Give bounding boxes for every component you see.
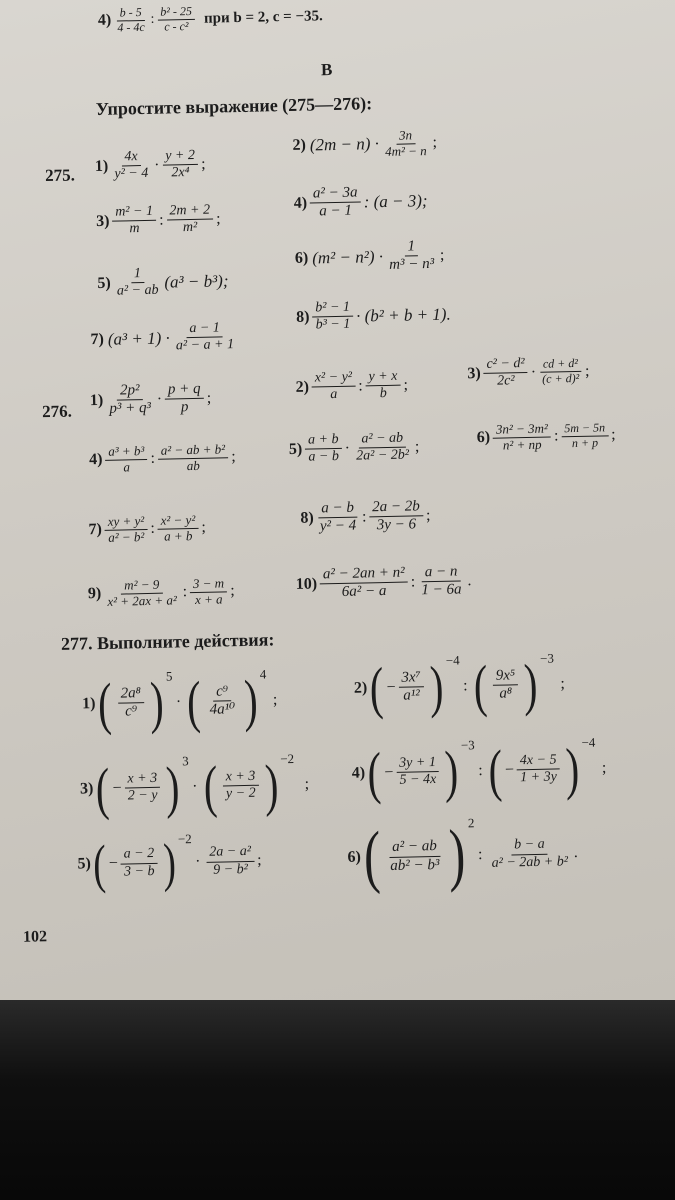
fraction: $\frac{b - 5}{4 - 4c}$ bbox=[117, 5, 145, 35]
fraction: $\frac{\text{m² − 9}}{\text{x² + 2ax + a²}}$ bbox=[107, 576, 177, 609]
fraction: $\frac{3y + 1}{5 - 4x}$ bbox=[396, 755, 439, 789]
fraction: $\frac{3n}{\text{4m² − n}}$ bbox=[384, 127, 427, 159]
fraction: $\frac{1}{\text{a² − ab}}$ bbox=[116, 266, 159, 299]
fraction: $\frac{b - a}{\text{a² − 2ab + b²}}$ bbox=[491, 837, 569, 871]
p276-item-7: 7) $\frac{\text{xy + y²}}{\text{a² − b²}}$ : $\frac{\text{x² − y²}}{a + b}$ ; bbox=[88, 511, 207, 545]
fraction: $\frac{\text{c⁹}}{\text{4a¹⁰}}$ bbox=[209, 683, 236, 718]
p277-item-4: 4) ( − $\frac{3y + 1}{5 - 4x}$ ) −3 : ( − $\frac{4x - 5}{1 + 3y}$ ) −4 ; bbox=[351, 734, 607, 806]
p276-item-2: 2) $\frac{\text{x² − y²}}{a}$ : $\frac{y + x}{b}$ ; bbox=[295, 368, 409, 403]
section-letter: В bbox=[320, 60, 333, 80]
condition-text: при b = 2, c = −35. bbox=[203, 8, 323, 27]
p276-item-3: 3) $\frac{\text{c² − d²}}{\text{2c²}}$ · $\frac{\text{cd + d²}}{\text{(c + d)²}}$ ; bbox=[467, 356, 590, 389]
p277-item-2: 2) ( − $\frac{\text{3x⁷}}{\text{a¹²}}$ ) −4 : ( $\frac{\text{9x⁵}}{\text{a⁸}}$ ) −3 ; bbox=[353, 650, 566, 721]
fraction: $\frac{y + 2}{\text{2x⁴}}$ bbox=[162, 148, 198, 182]
p276-item-9: 9) $\frac{\text{m² − 9}}{\text{x² + 2ax + a²}}$ : $\frac{3 - m}{x + a}$ ; bbox=[87, 575, 235, 609]
fraction: $\frac{4x - 5}{1 + 3y}$ bbox=[517, 752, 560, 786]
fraction: $\frac{2a - 2b}{3y - 6}$ bbox=[369, 498, 423, 535]
p276-item-1: 1) $\frac{\text{2p²}}{\text{p³ + q³}}$ · $\frac{p + q}{p}$ ; bbox=[89, 380, 212, 418]
fraction: $\frac{a - n}{1 - 6a}$ bbox=[421, 563, 462, 599]
fraction: $\frac{\text{a² − 3a}}{a - 1}$ bbox=[310, 184, 361, 221]
p277-item-3: 3) ( − $\frac{x + 3}{2 - y}$ ) 3 · ( $\frac{x + 3}{y - 2}$ ) −2 ; bbox=[79, 750, 310, 822]
fraction: $\frac{a - 1}{\text{a² − a + 1}}$ bbox=[175, 320, 235, 354]
fraction: $\frac{\text{a² − ab}}{\text{ab² − b³}}$ bbox=[390, 838, 440, 874]
page-number: 102 bbox=[22, 928, 48, 946]
fraction: $\frac{5m - 5n}{n + p}$ bbox=[561, 421, 608, 451]
fraction: $\frac{\text{2a⁸}}{\text{c⁹}}$ bbox=[117, 685, 144, 721]
fraction: $\frac{\text{2a − a²}}{\text{9 − b²}}$ bbox=[206, 844, 254, 878]
fraction: $\frac{\text{c² − d²}}{\text{2c²}}$ bbox=[483, 356, 528, 390]
fraction: $\frac{\text{x² − y²}}{a}$ bbox=[312, 370, 356, 404]
problem-number-276: 276. bbox=[41, 401, 73, 422]
fraction: $\frac{\text{xy + y²}}{\text{a² − b²}}$ bbox=[105, 514, 148, 546]
dark-background bbox=[0, 1000, 675, 1200]
fraction: $\frac{\text{2p²}}{\text{p³ + q³}}$ bbox=[109, 382, 152, 418]
fraction: $\frac{3 - m}{x + a}$ bbox=[190, 576, 228, 608]
fraction: $\frac{y + x}{b}$ bbox=[365, 369, 401, 403]
fraction: $\frac{\text{3x⁷}}{\text{a¹²}}$ bbox=[398, 669, 424, 705]
p275-item-8: 8) $\frac{\text{b² − 1}}{\text{b³ − 1}}$ · (b² + b + 1). bbox=[295, 299, 451, 333]
fraction: $\frac{a + b}{a - b}$ bbox=[305, 432, 342, 466]
fraction: $\frac{x + 3}{y - 2}$ bbox=[222, 769, 258, 803]
fraction: $\frac{x + 3}{2 - y}$ bbox=[124, 771, 160, 805]
p275-item-6: 6) (m² − n²) · $\frac{1}{\text{m³ − n³}}$ ; bbox=[294, 238, 445, 274]
p275-item-3: 3) $\frac{\text{m² − 1}}{m}$ : $\frac{2m + 2}{\text{m²}}$ ; bbox=[95, 202, 221, 237]
p277-item-5: 5) ( − $\frac{a - 2}{3 - b}$ ) −2 · $\frac{\text{2a − a²}}{\text{9 − b²}}$ ; bbox=[77, 831, 262, 895]
p276-item-6: 6) $\frac{\text{3n² − 3m²}}{\text{n² + np}}$ : $\frac{5m - 5n}{n + p}$ ; bbox=[476, 420, 616, 453]
fraction: $\frac{a - b}{\text{y² − 4}}$ bbox=[319, 499, 357, 535]
fraction: $\frac{\text{9x⁵}}{\text{a⁸}}$ bbox=[493, 667, 519, 703]
fraction: $\frac{4x}{\text{y² − 4}}$ bbox=[114, 149, 149, 182]
fraction: $\frac{2m + 2}{\text{m²}}$ bbox=[166, 203, 213, 237]
fraction: $\frac{\text{b² - 25}}{\text{c - c²}}$ bbox=[157, 5, 195, 34]
fraction: $\frac{1}{\text{m³ − n³}}$ bbox=[389, 238, 435, 274]
fraction: $\frac{\text{a³ + b³}}{a}$ bbox=[105, 444, 148, 476]
fraction: $\frac{\text{a² − ab}}{\text{2a² − 2b²}}$ bbox=[356, 430, 410, 464]
fraction: $\frac{p + q}{p}$ bbox=[165, 381, 204, 417]
p275-item-5: 5) $\frac{1}{\text{a² − ab}}$ (a³ − b³); bbox=[97, 266, 229, 299]
p275-item-1: 1) $\frac{4x}{\text{y² − 4}}$ · $\frac{y + 2}{\text{2x⁴}}$ ; bbox=[94, 147, 206, 182]
p276-item-10: 10) $\frac{\text{a² − 2an + n²}}{\text{6a² − a}}$ : $\frac{a - n}{1 - 6a}$ . bbox=[295, 563, 472, 601]
top-item bbox=[98, 2, 323, 35]
p276-item-4: 4) $\frac{\text{a³ + b³}}{a}$ : $\frac{\text{a² − ab + b²}}{ab}$ ; bbox=[88, 441, 236, 475]
p275-item-2: 2) (2m − n) · $\frac{3n}{\text{4m² − n}}$ ; bbox=[292, 127, 438, 159]
operator: : bbox=[150, 12, 155, 28]
p276-item-8: 8) $\frac{a - b}{\text{y² − 4}}$ : $\frac{2a - 2b}{3y - 6}$ ; bbox=[300, 498, 431, 535]
p276-item-5: 5) $\frac{a + b}{a - b}$ · $\frac{\text{a² − ab}}{\text{2a² − 2b²}}$ ; bbox=[288, 430, 420, 465]
fraction: $\frac{\text{cd + d²}}{\text{(c + d)²}}$ bbox=[539, 357, 583, 386]
p277-item-1: 1) ( $\frac{\text{2a⁸}}{\text{c⁹}}$ ) 5 · ( $\frac{\text{c⁹}}{\text{4a¹⁰}}$ ) 4 ; bbox=[82, 666, 278, 737]
top-item-number: 4) bbox=[97, 11, 112, 30]
problem-number-275: 275. bbox=[44, 165, 76, 186]
fraction: $\frac{a - 2}{3 - b}$ bbox=[121, 846, 158, 880]
p277-item-6: 6) ( $\frac{\text{a² − ab}}{\text{ab² − b³}}$ ) 2 : $\frac{b - a}{\text{a² − 2ab + b²}}$ . bbox=[347, 815, 578, 896]
p275-item-7: 7) (a³ + 1) · $\frac{a - 1}{\text{a² − a + 1}}$ bbox=[90, 320, 240, 356]
fraction: $\frac{\text{m² − 1}}{m}$ bbox=[112, 204, 156, 238]
p275-item-4: 4) $\frac{\text{a² − 3a}}{a - 1}$ : (a − 3); bbox=[293, 184, 428, 220]
fraction: $\frac{\text{a² − ab + b²}}{ab}$ bbox=[158, 442, 229, 474]
fraction: $\frac{\text{b² − 1}}{\text{b³ − 1}}$ bbox=[312, 300, 353, 334]
fraction: $\frac{\text{3n² − 3m²}}{\text{n² + np}}$ bbox=[493, 422, 552, 454]
fraction: $\frac{\text{x² − y²}}{a + b}$ bbox=[158, 513, 199, 545]
fraction: $\frac{\text{a² − 2an + n²}}{\text{6a² − a}}$ bbox=[320, 565, 408, 602]
problem-277-heading: 277. Выполните действия: bbox=[60, 629, 275, 654]
instruction-heading: Упростите выражение (275—276): bbox=[95, 93, 373, 119]
